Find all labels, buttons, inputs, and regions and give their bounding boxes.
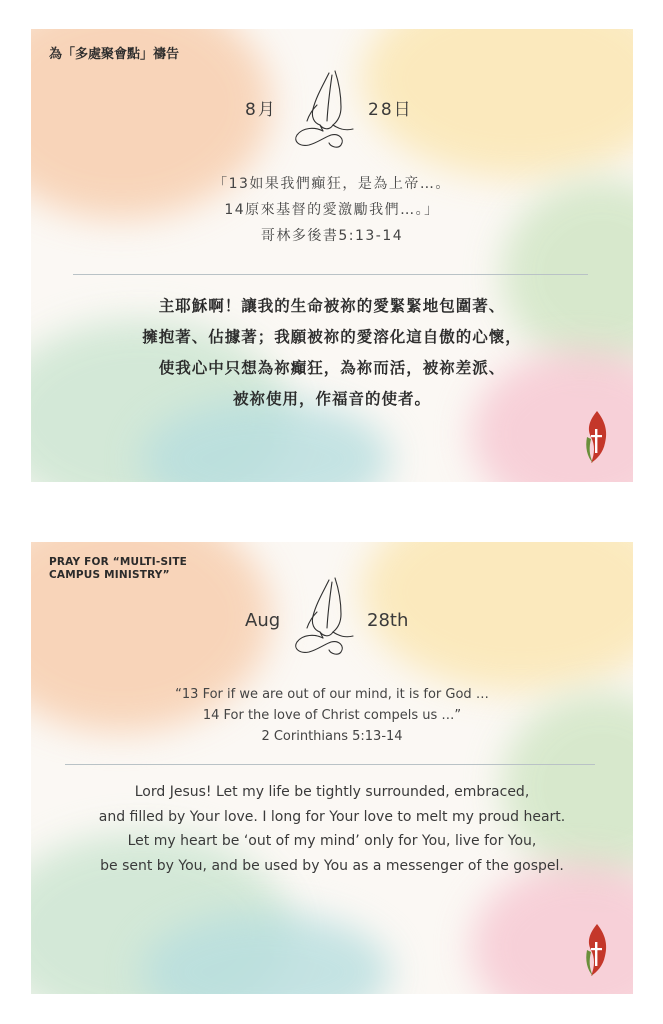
card-header-title: 為「多處聚會點」禱告 [49,47,180,62]
devotional-card-english [31,542,633,994]
prayer-text [31,291,633,415]
verse-reference: 哥林多後書5:13-14 [260,228,404,244]
praying-hands-icon [283,572,373,658]
prayer-line: 主耶穌啊！讓我的生命被祢的愛緊緊地包圍著、 [158,297,506,315]
cross-and-flame-icon [583,922,609,978]
scripture-verse [31,684,633,747]
prayer-line: and filled by Your love. I long for Your love to melt my proud heart. [98,808,566,825]
scripture-verse [31,171,633,249]
prayer-line: 擁抱著、佔據著；我願被祢的愛溶化這自傲的心懷， [142,328,522,346]
prayer-line: 使我心中只想為祢癲狂，為祢而活，被祢差派、 [158,359,506,377]
date-month: 8月 [245,100,277,120]
date-row [31,89,633,149]
verse-line: 「13如果我們癲狂，是為上帝…。 [213,176,451,192]
date-day: 28th [367,610,409,631]
date-row [31,606,633,666]
prayer-line: Let my heart be ‘out of my mind’ only for You, live for You, [127,833,537,849]
prayer-line: be sent by You, and be used by You as a messenger of the gospel. [100,857,564,874]
verse-line: “13 For if we are out of our mind, it is for God … [175,687,489,702]
verse-reference: 2 Corinthians 5:13-14 [261,729,403,744]
devotional-card-chinese [31,29,633,482]
prayer-line: Lord Jesus! Let my life be tightly surrounded, embraced, [134,784,530,800]
verse-line: 14原來基督的愛激勵我們…。」 [224,202,440,218]
prayer-text [31,780,633,878]
praying-hands-icon [283,65,373,151]
divider [73,274,588,275]
cross-and-flame-icon [583,409,609,465]
card-header-title: PRAY FOR “MULTI-SITE CAMPUS MINISTRY” [49,556,188,581]
verse-line: 14 For the love of Christ compels us …” [202,708,462,723]
prayer-line: 被祢使用，作福音的使者。 [232,390,431,408]
date-month: Aug [245,610,281,631]
date-day: 28日 [368,100,413,120]
divider [65,764,595,765]
